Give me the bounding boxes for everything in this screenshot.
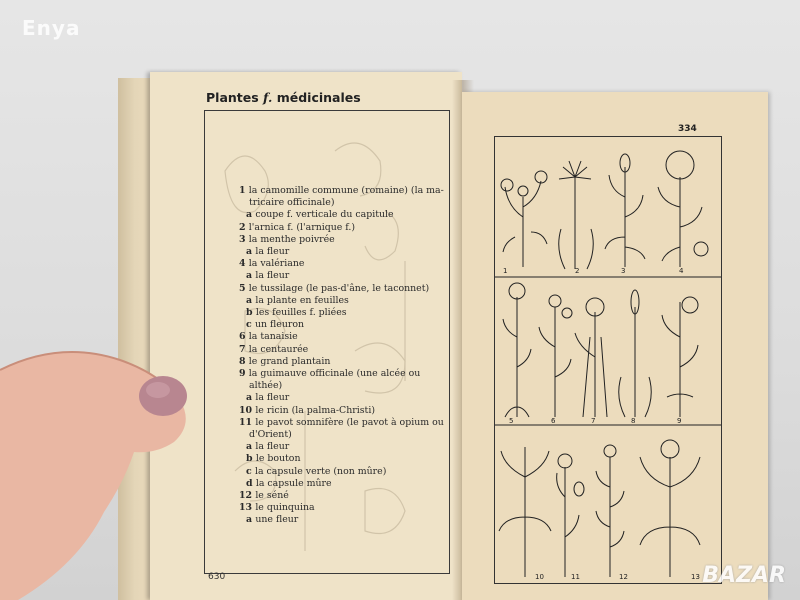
plate-label: 10 xyxy=(535,573,544,581)
plate-label: 12 xyxy=(619,573,628,581)
page-number-right: 334 xyxy=(678,124,697,134)
entry-text: la fleur xyxy=(255,246,290,258)
entry-line xyxy=(239,197,449,209)
entry-text: la tanaisie xyxy=(248,331,298,343)
flower-head xyxy=(562,308,572,318)
entry-line xyxy=(239,344,449,356)
entry-line xyxy=(239,295,449,307)
plate-label: 9 xyxy=(677,417,682,425)
entry-number: 7 xyxy=(239,343,249,355)
plant-drawing xyxy=(596,457,624,577)
entry-line xyxy=(239,209,449,221)
entry-line xyxy=(239,490,449,502)
entry-list xyxy=(239,185,449,527)
plant-drawing xyxy=(499,447,551,577)
entry-text: l'arnica f. (l'arnique f.) xyxy=(248,221,356,233)
page-title: Plantes f. médicinales xyxy=(206,90,361,105)
entry-line xyxy=(239,417,449,429)
entry-text: les feuilles f. pliées xyxy=(255,307,347,319)
entry-line xyxy=(239,258,449,270)
entry-line xyxy=(239,429,449,441)
flower-head xyxy=(518,186,528,196)
entry-text: coupe f. verticale du capitule xyxy=(255,209,394,221)
plate-label: 7 xyxy=(591,417,596,425)
entry-number: a xyxy=(246,209,256,221)
plate-label: 4 xyxy=(679,267,684,275)
hand-holding-book xyxy=(0,330,220,600)
entry-text: le tussilage (le pas-d'âne, le taconnet) xyxy=(248,282,430,294)
flower-head xyxy=(604,445,616,457)
plate-label: 3 xyxy=(621,267,626,275)
entry-text: le bouton xyxy=(255,453,301,465)
plant-drawing xyxy=(640,457,700,577)
right-page xyxy=(462,92,768,600)
entry-line xyxy=(239,246,449,258)
entry-line xyxy=(239,405,449,417)
entry-line xyxy=(239,185,449,197)
entry-text: la capsule verte (non mûre) xyxy=(254,465,387,477)
poppy-flower xyxy=(558,454,572,468)
entry-line xyxy=(239,502,449,514)
entry-line xyxy=(239,478,449,490)
plant-drawing xyxy=(662,302,698,417)
entry-text: la menthe poivrée xyxy=(248,233,335,245)
flower-petals xyxy=(559,161,591,179)
small-flower xyxy=(694,242,708,256)
entry-line xyxy=(239,319,449,331)
entry-line xyxy=(239,222,449,234)
entry-text: le pavot somnifère (le pavot à opium ou xyxy=(255,416,444,428)
entry-number: b xyxy=(246,307,256,319)
entry-number: a xyxy=(246,441,256,453)
flower-head xyxy=(682,297,698,313)
plate-label: 1 xyxy=(503,267,508,275)
entry-line xyxy=(239,392,449,404)
flower-cluster xyxy=(666,151,694,179)
entry-text: la valériane xyxy=(248,258,305,270)
entry-line xyxy=(239,514,449,526)
entry-number: 3 xyxy=(239,233,249,245)
entry-number: a xyxy=(246,294,256,306)
entry-text: la capsule mûre xyxy=(255,477,332,489)
entry-line xyxy=(239,368,449,380)
plant-drawing xyxy=(575,312,607,417)
plant-drawing xyxy=(559,177,594,269)
plate-label: 2 xyxy=(575,267,580,275)
plate-label: 8 xyxy=(631,417,636,425)
plate-label: 5 xyxy=(509,417,514,425)
entry-number: c xyxy=(246,465,255,477)
entry-text: la centaurée xyxy=(248,343,309,355)
plant-illustration-plate xyxy=(494,136,722,584)
entry-line xyxy=(239,234,449,246)
entry-text: la fleur xyxy=(255,441,290,453)
plant-drawing xyxy=(619,307,652,417)
flower-cluster xyxy=(661,440,679,458)
entry-text: la fleur xyxy=(255,270,290,282)
entry-number: 9 xyxy=(239,368,249,380)
entry-line xyxy=(239,331,449,343)
entry-text: la camomille commune (romaine) (la ma- xyxy=(248,185,444,196)
watermark-bottom: BAZAR xyxy=(702,563,786,588)
entry-text: tricaire officinale) xyxy=(249,197,335,209)
entry-number: a xyxy=(246,270,256,282)
flower-head xyxy=(549,295,561,307)
page-number-left: 630 xyxy=(208,572,226,582)
entry-line xyxy=(239,453,449,465)
plant-drawing xyxy=(539,307,571,417)
entry-number: b xyxy=(246,453,256,465)
entry-number: a xyxy=(246,392,256,404)
entry-text: la plante en feuilles xyxy=(255,294,349,306)
entry-number: a xyxy=(246,246,256,258)
entry-number: 6 xyxy=(239,331,249,343)
plant-drawing xyxy=(605,167,645,267)
entry-number: 10 xyxy=(239,404,256,416)
entry-line xyxy=(239,307,449,319)
entry-line xyxy=(239,380,449,392)
entry-number: 2 xyxy=(239,221,249,233)
entry-number: 5 xyxy=(239,282,249,294)
entry-line xyxy=(239,270,449,282)
entry-text: un fleuron xyxy=(254,319,305,331)
plant-drawing xyxy=(503,181,547,267)
entry-line xyxy=(239,283,449,295)
entry-text: le quinquina xyxy=(255,502,315,514)
entry-number: a xyxy=(246,514,256,526)
entry-line xyxy=(239,466,449,478)
plant-drawing xyxy=(503,297,531,417)
entry-text: le ricin (la palma-Christi) xyxy=(255,404,375,416)
entry-text: une fleur xyxy=(255,514,299,526)
entry-text: le grand plantain xyxy=(248,355,331,367)
entry-line xyxy=(239,441,449,453)
poppy-capsule xyxy=(574,482,584,496)
plate-label: 13 xyxy=(691,573,700,581)
entry-text: la fleur xyxy=(255,392,290,404)
entry-number: 11 xyxy=(239,416,256,428)
entry-number: 13 xyxy=(239,502,256,514)
entry-number: 12 xyxy=(239,490,256,502)
entry-number: 4 xyxy=(239,258,249,270)
entry-text: d'Orient) xyxy=(249,429,292,441)
entry-text: la guimauve officinale (une alcée ou xyxy=(248,368,421,380)
entry-number: 1 xyxy=(239,185,249,196)
entry-text: althée) xyxy=(249,380,283,392)
plate-label: 11 xyxy=(571,573,580,581)
plant-drawings xyxy=(495,137,721,583)
plate-label: 6 xyxy=(551,417,556,425)
watermark-top: Enya xyxy=(22,16,81,40)
flower-head xyxy=(509,283,525,299)
entry-number: d xyxy=(246,477,256,489)
entry-text: le séné xyxy=(255,490,289,502)
flower-head xyxy=(501,179,513,191)
entry-number: c xyxy=(246,319,255,331)
entries-frame xyxy=(204,110,450,574)
entry-line xyxy=(239,356,449,368)
entry-number: 8 xyxy=(239,355,249,367)
